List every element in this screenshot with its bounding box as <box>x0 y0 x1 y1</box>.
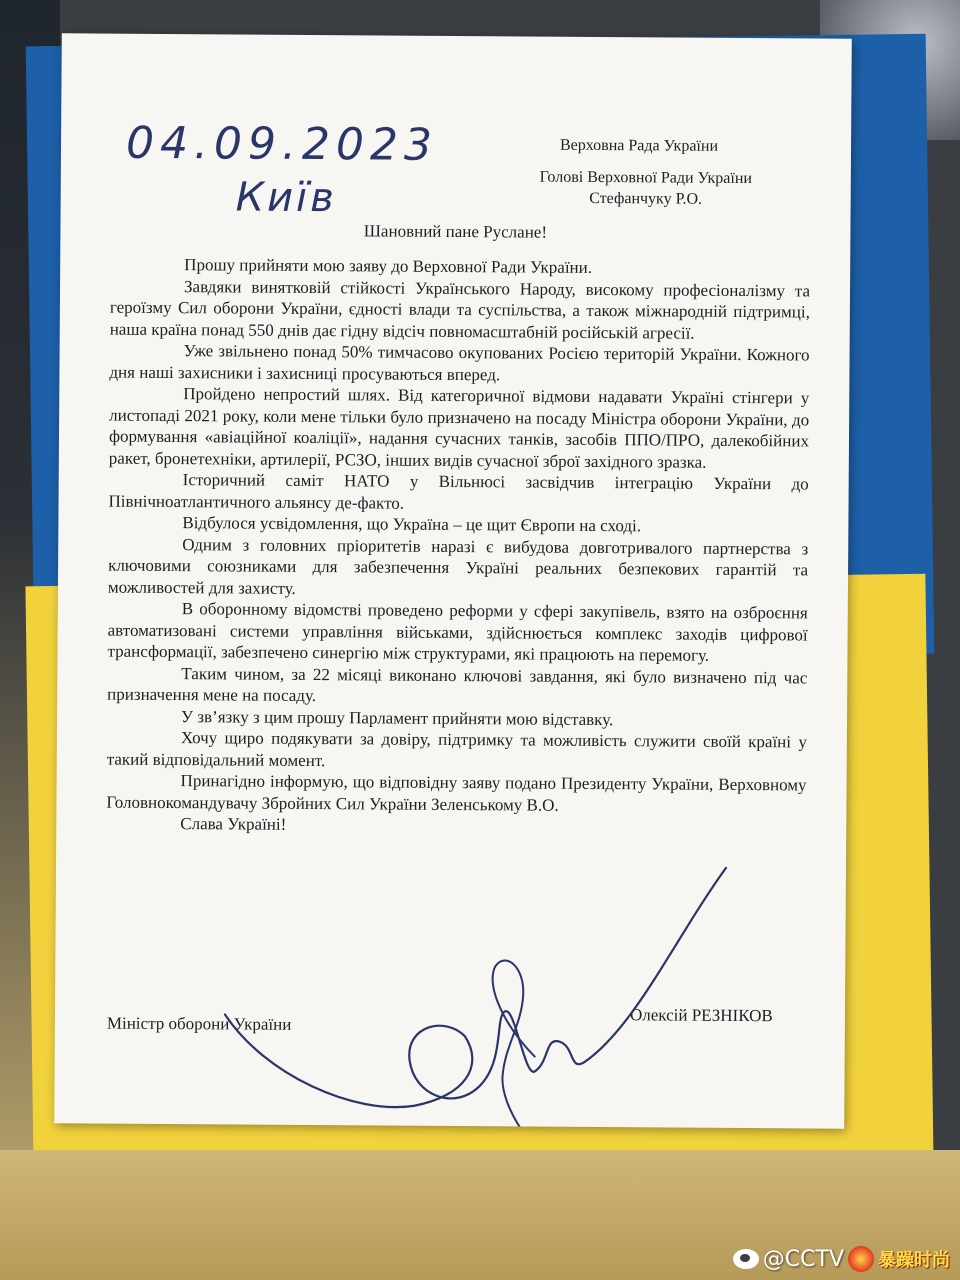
handwritten-date: 04.09.2023 <box>125 117 439 171</box>
addressee-organization: Верховна Рада України <box>559 136 719 155</box>
badge-icon <box>848 1246 874 1272</box>
handwritten-city: Київ <box>235 174 337 222</box>
watermark-tag: 暴躁时尚 <box>878 1250 950 1271</box>
paragraph: Пройдено непростий шлях. Від категоричної відмови надавати Україні стінгери у листопаді 2021 року, коли мене тільки було призначено на посаду Міністра оборони України, до формування «авіаційної коаліції», надання сучасних танків, засобів ППО/ПРО, далекобійних ракет, бронетехніки, артилерії, РСЗО, інших видів сучасної зброї західного зразка. <box>108 384 810 472</box>
paragraph: Таким чином, за 22 місяці виконано ключові завдання, які було визначено під час призначення мене на посаду. <box>107 663 808 706</box>
signer-position: Міністр оборони України <box>106 1013 292 1034</box>
signer-name: Олексій РЕЗНІКОВ <box>629 1005 773 1026</box>
letter-page <box>54 33 852 1128</box>
letter-body <box>106 254 810 839</box>
addressee-name: Стефанчуку Р.О. <box>589 189 703 208</box>
addressee-recipient: Голові Верховної Ради України <box>539 168 753 188</box>
paragraph: Відбулося усвідомлення, що Україна – це щит Європи на сході. <box>182 513 642 536</box>
watermark <box>733 1246 950 1272</box>
paragraph: Історичний саміт НАТО у Вільнюсі засвідчив інтеграцію України до Північноатлантичного альянсу де-факто. <box>108 470 809 513</box>
weibo-logo-icon <box>733 1249 759 1269</box>
paragraph: Хочу щиро подякувати за довіру, підтримку та можливість служити своїй країні у такий відповідальний момент. <box>106 728 807 770</box>
paragraph: Завдяки винятковій стійкості Українського Народу, високому професіоналізму та героїзму Сил оборони України, єдності влади та суспільства, а також міжнародній підтримці, наша країна понад 550 днів дає гідну відсіч повномасштабній російській агресії. <box>109 276 811 343</box>
paragraph: Одним з головних пріоритетів наразі є вибудова довготривалого партнерства з ключовими союзниками для забезпечення Україні реальних безпекових гарантій та можливостей для захисту. <box>107 534 809 598</box>
paragraph: У зв’язку з цим прошу Парламент прийняти мою відставку. <box>180 706 614 729</box>
paragraph: Принагідно інформую, що відповідну заяву подано Президенту України, Верховному Головнокомандувачу Збройних Сил України Зеленському В.О. <box>106 771 807 815</box>
watermark-text: @CCTV <box>762 1246 844 1272</box>
paragraph: Слава Україні! <box>180 814 287 834</box>
salutation: Шановний пане Руслане! <box>363 221 548 242</box>
paragraph: Прошу прийняти мою заяву до Верховної Ради України. <box>184 255 593 277</box>
paragraph: Уже звільнено понад 50% тимчасово окупованих Росією територій України. Кожного дня наші захисники і захисниці просуваються вперед. <box>109 341 810 384</box>
paragraph: В оборонному відомстві проведено реформи у сфері закупівель, взято на озброєння автоматизовані системи управління військами, здійснюється комплекс заходів цифрової трансформації, забезпечено синергію між структурами, які працюють на перемогу. <box>107 599 808 665</box>
handwritten-signature <box>204 844 766 1128</box>
